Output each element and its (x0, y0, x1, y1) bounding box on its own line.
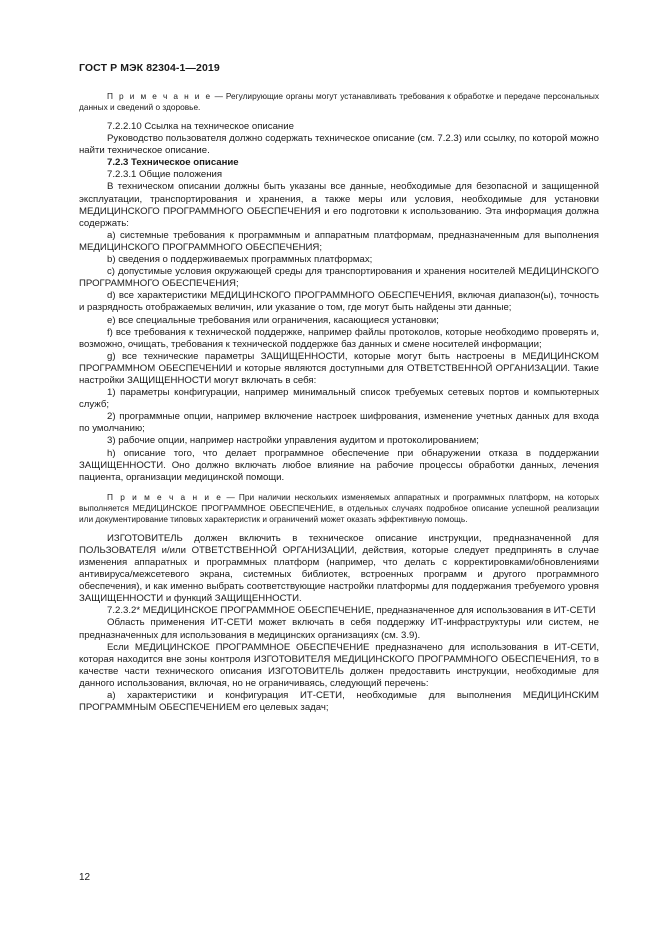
list-item-d: d) все характеристики МЕДИЦИНСКОГО ПРОГРАММНОГО ОБЕСПЕЧЕНИЯ, включая диапазон(ы), точность и разрядность отображаемых величин, или указание о том, где могут быть найдены эти данные; (79, 290, 599, 314)
manufacturer-paragraph: ИЗГОТОВИТЕЛЬ должен включить в техническое описание инструкции, предназначенной для ПОЛЬЗОВАТЕЛЯ и/или ОТВЕТСТВЕННОЙ ОРГАНИЗАЦИИ, действия, которые следует предпринять в случае изменения аппаратных и программных платформ (например, что делать с корректировками/обновлениями антивируса/межсетевого экрана, системных библиотек, встроенных программ и другого программного обеспечения), и как именно выбрать соответствующие настройки платформы для поддержания требуемого уровня ЗАЩИЩЕННОСТИ и функций ЗАЩИЩЕННОСТИ. (79, 532, 599, 605)
list-item-h: h) описание того, что делает программное обеспечение при обнаружении отказа в поддержании ЗАЩИЩЕННОСТИ. Оно должно включать любое влияние на рабочие процессы обработки данных, лечения пациента, организации медицинской помощи. (79, 447, 599, 483)
document-header: ГОСТ Р МЭК 82304-1—2019 (79, 62, 220, 74)
list-item-g: g) все технические параметры ЗАЩИЩЕННОСТИ, которые могут быть настроены в МЕДИЦИНСКОМ ПРОГРАММНОМ ОБЕСПЕЧЕНИИ и которые являются доступными для ОТВЕТСТВЕННОЙ ОРГАНИЗАЦИИ. Такие настройки ЗАЩИЩЕННОСТИ могут включать в себя: (79, 350, 599, 386)
section-7-2-3-1-intro: В техническом описании должны быть указаны все данные, необходимые для безопасной и защищенной эксплуатации, транспортирования и хранения, а также меры или условия, необходимые для установки МЕДИЦИНСКОГО ПРОГРАММНОГО ОБЕСПЕЧЕНИЯ и его подготовки к использованию. Эта информация должна содержать: (79, 181, 599, 229)
section-7-2-3-2-title: 7.2.3.2* МЕДИЦИНСКОЕ ПРОГРАММНОЕ ОБЕСПЕЧЕНИЕ, предназначенное для использования в ИТ-СЕТИ (107, 605, 596, 617)
list-item-c: с) допустимые условия окружающей среды для транспортирования и хранения носителей МЕДИЦИНСКОГО ПРОГРАММНОГО ОБЕСПЕЧЕНИЯ; (79, 266, 599, 290)
section-7-2-2-10-title: 7.2.2.10 Ссылка на техническое описание (107, 121, 294, 132)
note-2-text: — При наличии нескольких изменяемых аппаратных и программных платформ, на которых выполняется МЕДИЦИНСКОЕ ПРОГРАММНОЕ ОБЕСПЕЧЕНИЕ, в отдельных случаях подробное описание успешной реализации или документирование типовых характеристик и ограничений может оказать эффективную помощь. (79, 491, 600, 524)
note-2 (79, 492, 599, 525)
note-2-label: П р и м е ч а н и е (107, 491, 223, 502)
section-7-2-3-1-title: 7.2.3.1 Общие положения (107, 169, 223, 181)
list-item-g-3: 3) рабочие опции, например настройки управления аудитом и протоколированием; (107, 435, 479, 447)
page-number: 12 (79, 872, 91, 883)
section-7-2-3-2-p2: Если МЕДИЦИНСКОЕ ПРОГРАММНОЕ ОБЕСПЕЧЕНИЕ предназначено для использования в ИТ-СЕТИ, которая находится вне зоны контроля ИЗГОТОВИТЕЛЯ МЕДИЦИНСКОГО ПРОГРАММНОГО ОБЕСПЕЧЕНИЯ, то в качестве части технического описания ИЗГОТОВИТЕЛЬ должен предоставить инструкции, необходимые для данного использования, включая, но не ограничиваясь, следующий перечень: (79, 641, 599, 689)
list-item-g-2: 2) программные опции, например включение настроек шифрования, изменение учетных данных для входа по умолчанию; (79, 411, 599, 435)
list-item-e: е) все специальные требования или ограничения, касающиеся установки; (107, 314, 439, 326)
note-1-label: П р и м е ч а н и е (107, 91, 212, 101)
note-1 (79, 91, 599, 113)
note-1-text: — Регулирующие органы могут устанавливать требования к обработке и передаче персональных данных и сведений о здоровье. (79, 91, 599, 112)
document-body (79, 91, 599, 714)
list-item-a: а) системные требования к программным и аппаратным платформам, предназначенным для выполнения МЕДИЦИНСКОГО ПРОГРАММНОГО ОБЕСПЕЧЕНИЯ; (79, 229, 599, 253)
section-7-2-3-2-item-a: а) характеристики и конфигурация ИТ-СЕТИ, необходимые для выполнения МЕДИЦИНСКИМ ПРОГРАММНЫМ ОБЕСПЕЧЕНИЕМ его целевых задач; (79, 690, 599, 714)
list-item-g-1: 1) параметры конфигурации, например минимальный список требуемых сетевых портов и компьютерных служб; (79, 387, 599, 411)
section-7-2-3-2-p1: Область применения ИТ-СЕТИ может включать в себя поддержку ИТ-инфраструктуры или систем, не предназначенных для использования в медицинских организациях (см. 3.9). (79, 617, 599, 641)
section-7-2-2-10-text: Руководство пользователя должно содержать техническое описание (см. 7.2.3) или ссылку, по которой можно найти техническое описание. (79, 133, 599, 157)
list-item-b: b) сведения о поддерживаемых программных платформах; (107, 254, 373, 266)
section-7-2-3-title: 7.2.3 Техническое описание (107, 157, 239, 169)
list-item-f: f) все требования к технической поддержке, например файлы протоколов, которые необходимо проверять и, возможно, очищать, требования к технической поддержке баз данных и смене носителей информации; (79, 326, 599, 350)
